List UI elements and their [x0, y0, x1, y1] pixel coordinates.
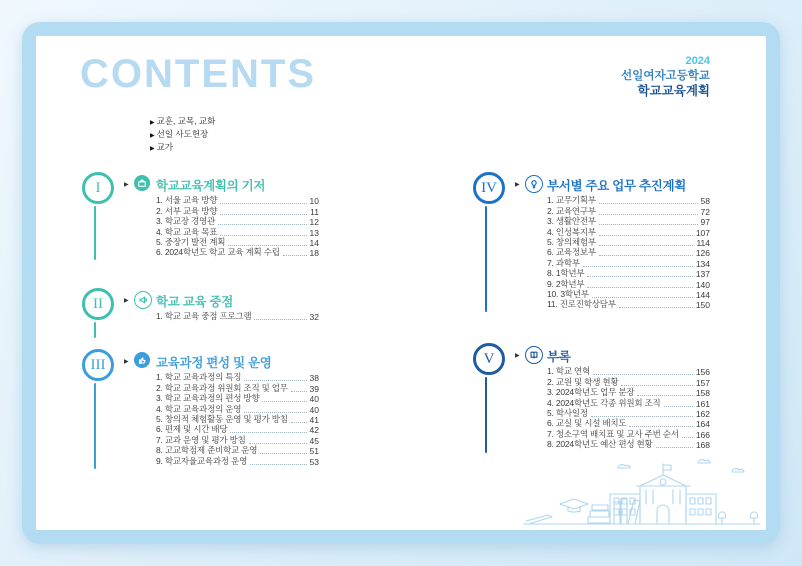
toc-item-label: 3. 학교장 경영관	[156, 216, 216, 227]
section-title: 교육과정 편성 및 운영	[156, 356, 272, 370]
section-numeral-badge: II	[82, 288, 114, 320]
dotted-leader	[664, 406, 693, 407]
toc-item-label: 11. 진로진학상담부	[547, 299, 616, 310]
front-matter-item	[150, 116, 215, 129]
section-title: 학교 교육 중점	[156, 295, 233, 309]
toc-item-label: 3. 생활안전부	[547, 216, 596, 227]
dotted-leader	[599, 245, 694, 246]
dotted-leader	[220, 203, 306, 204]
toc-item-label: 5. 학사일정	[547, 407, 588, 418]
toc-page-number: 161	[695, 398, 710, 409]
toc-item	[547, 300, 710, 310]
toc-item-label: 6. 교육정보부	[547, 247, 596, 258]
toc-item-label: 1. 교무기획부	[547, 195, 596, 206]
dotted-leader	[283, 255, 307, 256]
masthead-school: 선일여자고등학교	[621, 70, 710, 82]
toc-page-number: 97	[700, 217, 710, 228]
triangle-bullet-icon: ▶	[150, 120, 155, 126]
toc-item-label: 7. 청소구역 배치표 및 교사 주번 순서	[547, 428, 679, 439]
briefcase-icon	[134, 175, 150, 191]
toc-page-number: 156	[695, 367, 710, 378]
dotted-leader	[291, 391, 307, 392]
toc-item-label: 9. 학교자율교육과정 운영	[156, 455, 248, 466]
front-matter-list	[150, 116, 215, 155]
triangle-bullet-icon: ▶	[124, 359, 129, 365]
section-title: 부서별 주요 업무 추진계획	[547, 179, 687, 193]
toc-list	[156, 312, 319, 322]
toc-item-label: 2. 서부 교육 방향	[156, 205, 218, 216]
toc-list	[547, 367, 710, 450]
toc-item-label: 1. 서울 교육 방향	[156, 195, 218, 206]
masthead-year: 2024	[685, 55, 710, 67]
toc-page-number: 72	[700, 206, 710, 217]
toc-item-label: 10. 3학년부	[547, 288, 589, 299]
triangle-bullet-icon: ▶	[124, 298, 129, 304]
dotted-leader	[656, 447, 693, 448]
front-matter-label: 교훈, 교목, 교화	[156, 116, 216, 126]
section-rule	[485, 377, 487, 453]
toc-item-label: 4. 2024학년도 각종 위원회 조직	[547, 397, 661, 408]
toc-page-number: 42	[309, 425, 319, 436]
dotted-leader	[220, 235, 306, 236]
triangle-bullet-icon: ▶	[150, 146, 155, 152]
toc-page-number: 157	[695, 377, 710, 388]
toc-page-number: 32	[309, 312, 319, 323]
dotted-leader	[587, 287, 692, 288]
section-numeral-badge: V	[473, 343, 505, 375]
toc-item-label: 2. 학교 교육과정 위원회 조직 및 업무	[156, 382, 288, 393]
dotted-leader	[587, 276, 692, 277]
dotted-leader	[619, 307, 693, 308]
toc-page-number: 40	[309, 394, 319, 405]
toc-page-number: 162	[695, 408, 710, 419]
dotted-leader	[220, 214, 307, 215]
front-matter-label: 선일 사도헌장	[156, 129, 209, 139]
masthead-doc: 학교교육계획	[637, 84, 710, 98]
toc-page-number: 164	[695, 419, 710, 430]
toc-list	[156, 196, 319, 258]
triangle-bullet-icon: ▶	[124, 182, 129, 188]
toc-page-number: 51	[309, 446, 319, 457]
toc-page-number: 58	[700, 196, 710, 207]
toc-item-label: 6. 교실 및 시설 배치도	[547, 418, 627, 429]
toc-item	[156, 312, 319, 322]
toc-page-number: 107	[695, 227, 710, 238]
dotted-leader	[291, 422, 307, 423]
toc-page-number: 18	[309, 248, 319, 259]
page-title: CONTENTS	[80, 52, 316, 96]
lightbulb-icon	[525, 175, 543, 193]
toc-item	[547, 440, 710, 450]
toc-item-label: 1. 학교 연혁	[547, 366, 591, 377]
toc-page-number: 137	[695, 269, 710, 280]
toc-page-number: 140	[695, 279, 710, 290]
toc-page-number: 41	[309, 414, 319, 425]
toc-item-label: 7. 과학부	[547, 257, 580, 268]
dotted-leader	[262, 401, 306, 402]
toc-page-number: 144	[695, 289, 710, 300]
toc-item-label: 8. 고교학점제 준비학교 운영	[156, 445, 258, 456]
dotted-leader	[250, 464, 306, 465]
front-matter-item	[150, 129, 215, 142]
toc-item-label: 8. 2024학년도 예산 편성 현황	[547, 439, 653, 450]
section-title: 부록	[547, 350, 571, 364]
toc-item	[156, 248, 319, 258]
megaphone-icon	[134, 291, 152, 309]
school-lineart-illustration	[522, 456, 762, 530]
toc-item-label: 3. 학교 교육과정의 편성 방향	[156, 393, 260, 404]
dotted-leader	[682, 437, 693, 438]
front-matter-item	[150, 142, 215, 155]
dotted-leader	[599, 214, 698, 215]
toc-page-number: 12	[309, 217, 319, 228]
toc-page-number: 134	[695, 258, 710, 269]
toc-item-label: 6. 편제 및 시간 배당	[156, 424, 228, 435]
dotted-leader	[260, 453, 306, 454]
toc-page-number: 166	[695, 429, 710, 440]
triangle-bullet-icon: ▶	[515, 182, 520, 188]
toc-item-label: 5. 창의체험부	[547, 236, 596, 247]
toc-page-number: 168	[695, 440, 710, 451]
toc-item-label: 7. 교과 운영 및 평가 방침	[156, 434, 246, 445]
toc-list	[547, 196, 710, 310]
toc-item-label: 4. 학교 교육 목표	[156, 226, 218, 237]
toc-item-label: 5. 중장기 발전 계획	[156, 236, 226, 247]
toc-page-number: 126	[695, 248, 710, 259]
toc-item	[156, 456, 319, 466]
book-icon	[525, 346, 543, 364]
toc-item-label: 4. 인성복지부	[547, 226, 596, 237]
toc-item-label: 3. 2024학년도 업무 분장	[547, 387, 635, 398]
section-title: 학교교육계획의 기저	[156, 179, 266, 193]
section-numeral-badge: IV	[473, 172, 505, 204]
toc-page-number: 13	[309, 227, 319, 238]
dotted-leader	[218, 224, 306, 225]
front-matter-label: 교가	[156, 142, 174, 152]
toc-list	[156, 373, 319, 467]
toc-page-number: 150	[695, 300, 710, 311]
toc-item-label: 5. 창의적 체험활동 운영 및 평가 방침	[156, 413, 288, 424]
section-numeral-badge: III	[82, 349, 114, 381]
section-rule	[94, 322, 96, 338]
triangle-bullet-icon: ▶	[150, 133, 155, 139]
dotted-leader	[599, 235, 693, 236]
toc-page-number: 114	[696, 237, 710, 248]
dotted-leader	[254, 319, 306, 320]
section-rule	[485, 206, 487, 312]
toc-item-label: 6. 2024학년도 학교 교육 계획 수립	[156, 247, 280, 258]
section-rule	[94, 383, 96, 469]
toc-page-number: 11	[310, 206, 319, 217]
toc-page-number: 39	[309, 383, 319, 394]
toc-item-label: 2. 교원 및 학생 현황	[547, 376, 619, 387]
thumbs-up-icon	[134, 352, 150, 368]
toc-page-number: 38	[309, 373, 319, 384]
dotted-leader	[599, 255, 693, 256]
document-page	[36, 36, 766, 530]
dotted-leader	[249, 443, 307, 444]
toc-page-number: 53	[309, 456, 319, 467]
toc-item-label: 1. 학교 교육과정의 특징	[156, 372, 242, 383]
dotted-leader	[583, 266, 693, 267]
toc-page-number: 10	[309, 196, 319, 207]
masthead	[621, 54, 710, 99]
toc-item-label: 4. 학교 교육과정의 운영	[156, 403, 242, 414]
toc-item-label: 2. 교육연구부	[547, 205, 596, 216]
toc-page-number: 158	[695, 388, 710, 399]
section-numeral-badge: I	[82, 172, 114, 204]
toc-page-number: 14	[309, 237, 319, 248]
toc-item-label: 9. 2학년부	[547, 278, 585, 289]
section-rule	[94, 206, 96, 260]
toc-item-label: 8. 1학년부	[547, 268, 585, 279]
toc-item-label: 1. 학교 교육 중점 프로그램	[156, 311, 252, 322]
dotted-leader	[599, 203, 698, 204]
dotted-leader	[599, 224, 698, 225]
toc-page-number: 45	[309, 435, 319, 446]
toc-page-number: 40	[309, 404, 319, 415]
triangle-bullet-icon: ▶	[515, 353, 520, 359]
